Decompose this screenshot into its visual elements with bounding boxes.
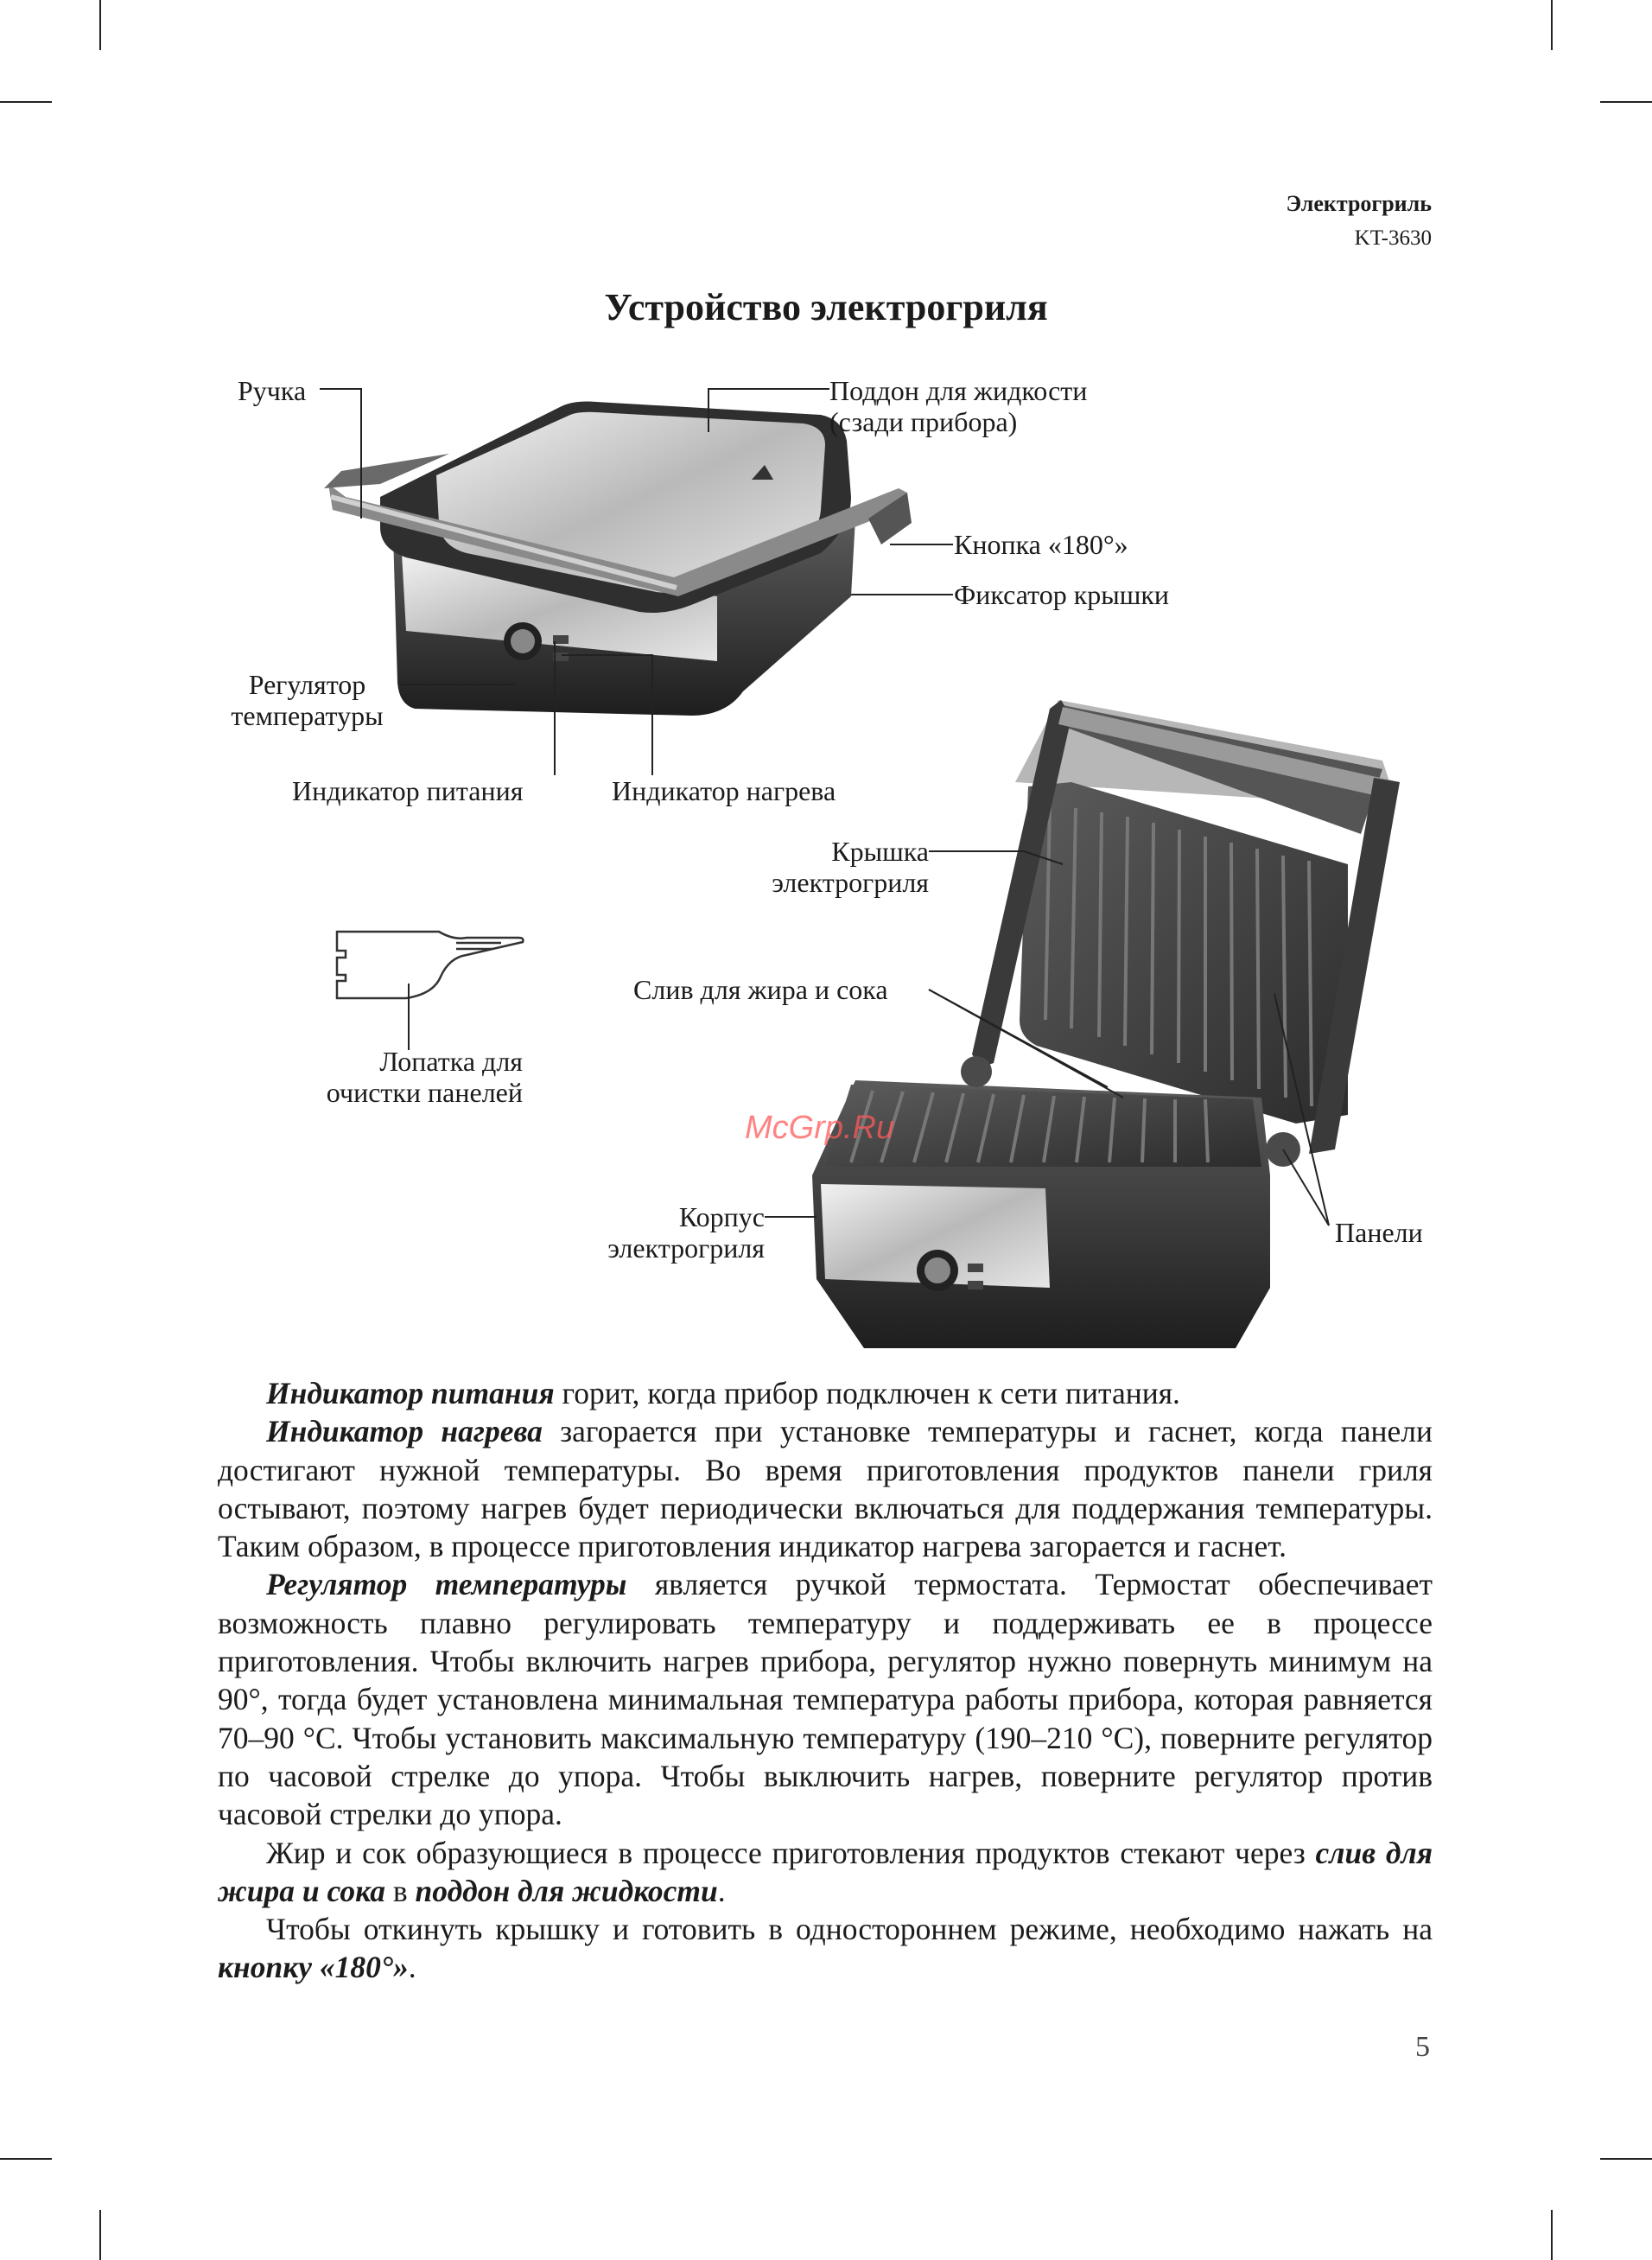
label-heat-indicator: Индикатор нагрева [612,775,836,806]
label-temp-regulator [214,669,400,731]
label-body [562,1201,765,1264]
label-panels: Панели [1335,1217,1423,1248]
paragraph-text: загорается при установке температуры и гаснет, когда панели достигают нужной температуры. Во время приготовления продуктов панели гриля остывают, поэтому нагрев будет периодически включаться для поддержания температуры. Таким образом, в процессе приготовления индикатор нагрева загорается и гаснет. [218,1414,1433,1564]
term-drain: слив для жира и сока [218,1835,1433,1908]
crop-mark [99,2210,101,2260]
page-title: Устройство электрогриля [604,286,1048,328]
label-lid-line2: электрогриля [772,867,929,898]
header-model: KT-3630 [1354,226,1432,250]
closed-grill-illustration [324,402,912,716]
label-spatula-line2: очистки панелей [326,1077,523,1108]
paragraph-text: Жир и сок образующиеся в процессе приготовления продуктов стекают через [266,1835,1316,1870]
paragraph-heat-indicator [218,1412,1433,1565]
body-text [218,1374,1433,1987]
label-body-line1: Корпус [678,1201,765,1232]
open-grill-illustration [812,700,1400,1348]
paragraph-text: в [385,1873,416,1908]
label-power-indicator: Индикатор питания [292,775,524,806]
label-drip-tray-line1: Поддон для жидкости [829,375,1088,406]
label-drip-tray [829,375,1087,437]
paragraph-text: . [717,1873,726,1908]
label-temp-regulator-line2: температуры [231,700,384,731]
paragraph-text: является ручкой термостата. Термостат обеспечивает возможность плавно регулировать температуру и поддерживать ее в процессе приготовления. Чтобы включить нагрев прибора, регулятор нужно повернуть минимум на 90°, тогда будет установлена минимальная температура работы прибора, которая равняется 70–90 °C. Чтобы установить максимальную температуру (190–210 °C), поверните регулятор по часовой стрелке до упора. Чтобы выключить нагрев, поверните регулятор против часовой стрелки до упора. [218,1567,1433,1832]
spatula-illustration [337,932,523,998]
paragraph-text: горит, когда прибор подключен к сети питания. [554,1376,1180,1410]
paragraph-temp-regulator [218,1565,1433,1833]
term-drip-tray: поддон для жидкости [415,1873,718,1908]
label-drip-tray-line2: (сзади прибора) [829,406,1018,437]
header-title: Электрогриль [1286,191,1432,216]
watermark: McGrp.Ru [745,1110,895,1146]
label-temp-regulator-line1: Регулятор [248,669,366,700]
label-spatula-line1: Лопатка для [379,1046,523,1077]
page-number: 5 [1415,2031,1430,2063]
term-temp-regulator: Регулятор температуры [266,1567,627,1602]
label-spatula [281,1046,523,1108]
paragraph-text: . [408,1950,416,1985]
label-button-180: Кнопка «180°» [954,529,1128,560]
label-body-line2: электрогриля [607,1232,765,1264]
paragraph-drain [218,1834,1433,1911]
crop-mark [1600,2158,1652,2160]
crop-mark [0,2158,52,2160]
label-drain: Слив для жира и сока [633,974,888,1005]
term-button-180: кнопку «180°» [218,1950,409,1985]
term-heat-indicator: Индикатор нагрева [266,1414,543,1449]
paragraph-text: Чтобы откинуть крышку и готовить в одностороннем режиме, необходимо нажать на [266,1912,1433,1947]
label-lid-lock: Фиксатор крышки [954,579,1170,610]
label-lid-line1: Крышка [831,836,929,867]
crop-mark [1551,2210,1553,2260]
label-lid [708,836,929,898]
label-handle: Ручка [238,375,307,406]
paragraph-button-180 [218,1910,1433,1987]
term-power-indicator: Индикатор питания [266,1376,555,1410]
paragraph-power-indicator [218,1374,1433,1412]
